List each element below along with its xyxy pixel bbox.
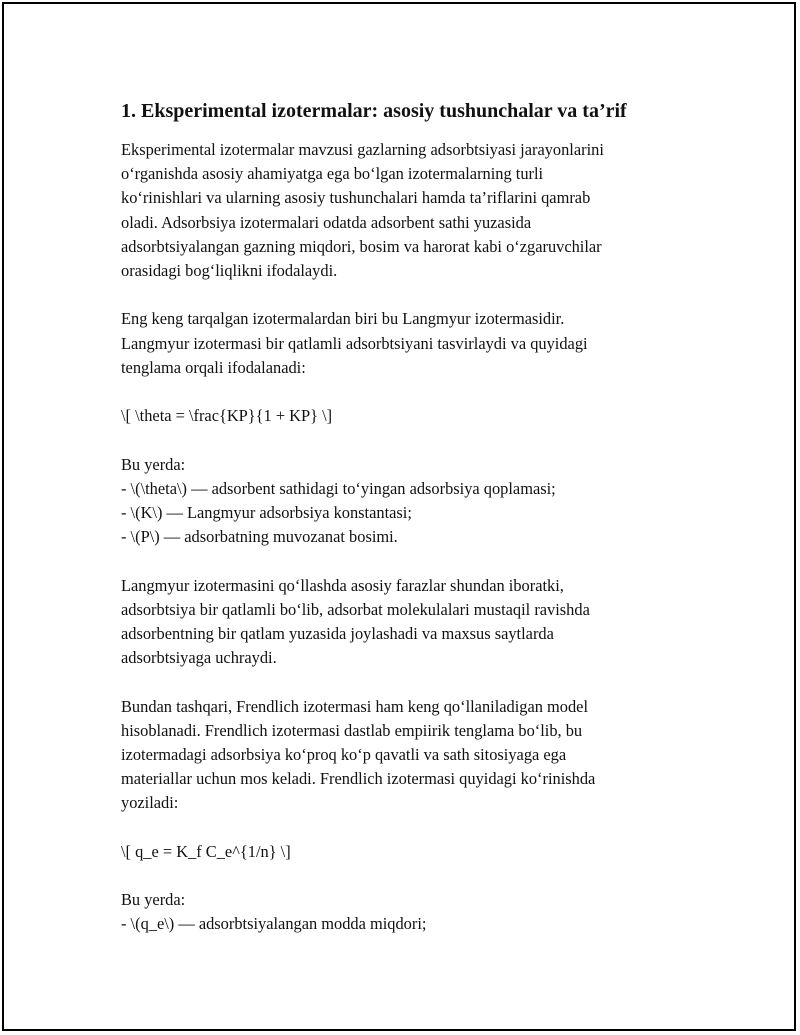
document-body — [121, 97, 681, 961]
text-line: Langmyur izotermasini qo‘llashda asosiy farazlar shundan iboratki, — [121, 575, 564, 595]
text-line: adsorbentning bir qatlam yuzasida joylashadi va maxsus saytlarda — [121, 624, 554, 643]
text-line: Bu yerda: — [121, 454, 186, 474]
text-line: Eng keng tarqalgan izotermalardan biri bu Langmyur izotermasidir. — [121, 309, 565, 329]
equation-line: \[ q_e = K_f C_e^{1/n} \] — [121, 841, 291, 861]
text-line: Bundan tashqari, Frendlich izotermasi ham keng qo‘llaniladigan model — [121, 696, 589, 716]
freundlich-equation — [121, 840, 681, 864]
text-line: orasidagi bog‘liqlikni ifodalaydi. — [121, 261, 338, 281]
text-line: oladi. Adsorbsiya izotermalari odatda adsorbent sathi yuzasida — [121, 212, 532, 232]
text-line: izotermadagi adsorbsiya ko‘proq ko‘p qavatli va sath sitosiyaga ega — [121, 745, 567, 764]
text-line: hisoblanadi. Frendlich izotermasi dastlab empiirik tenglama bo‘lib, bu — [121, 720, 583, 740]
text-line: Langmyur izotermasi bir qatlamli adsorbtsiyani tasvirlaydi va quyidagi — [121, 333, 588, 353]
langmuir-assumptions-paragraph — [121, 574, 681, 671]
text-line: adsorbtsiya bir qatlamli bo‘lib, adsorbat molekulalari mustaqil ravishda — [121, 599, 590, 619]
list-item: - \(q_e\) — adsorbtsiyalangan modda miqdori; — [121, 914, 427, 934]
freundlich-intro-paragraph — [121, 695, 681, 816]
list-item: - \(K\) — Langmyur adsorbsiya konstantasi; — [121, 503, 412, 522]
text-line: yoziladi: — [121, 793, 179, 813]
text-line: Eksperimental izotermalar mavzusi gazlarning adsorbtsiyasi jarayonlarini — [121, 140, 604, 159]
text-line: adsorbtsiyaga uchraydi. — [121, 648, 277, 668]
equation-line: \[ \theta = \frac{KP}{1 + KP} \] — [121, 406, 333, 426]
langmuir-definitions — [121, 453, 681, 550]
text-line: o‘rganishda asosiy ahamiyatga ega bo‘lgan izotermalarning turli — [121, 164, 544, 184]
list-item: - \(\theta\) — adsorbent sathidagi to‘yingan adsorbsiya qoplamasi; — [121, 478, 556, 498]
intro-paragraph — [121, 138, 681, 283]
langmuir-equation — [121, 404, 681, 428]
page-frame — [2, 2, 796, 1031]
text-line: Bu yerda: — [121, 890, 186, 910]
list-item: - \(P\) — adsorbatning muvozanat bosimi. — [121, 527, 398, 547]
freundlich-definitions — [121, 888, 681, 936]
section-heading: 1. Eksperimental izotermalar: asosiy tushunchalar va ta’rif — [121, 100, 627, 122]
text-line: ko‘rinishlari va ularning asosiy tushunchalari hamda ta’riflarini qamrab — [121, 188, 591, 208]
text-line: materiallar uchun mos keladi. Frendlich izotermasi quyidagi ko‘rinishda — [121, 769, 596, 789]
langmuir-intro-paragraph — [121, 307, 681, 380]
text-line: adsorbtsiyalangan gazning miqdori, bosim va harorat kabi o‘zgaruvchilar — [121, 236, 602, 256]
text-line: tenglama orqali ifodalanadi: — [121, 357, 306, 377]
